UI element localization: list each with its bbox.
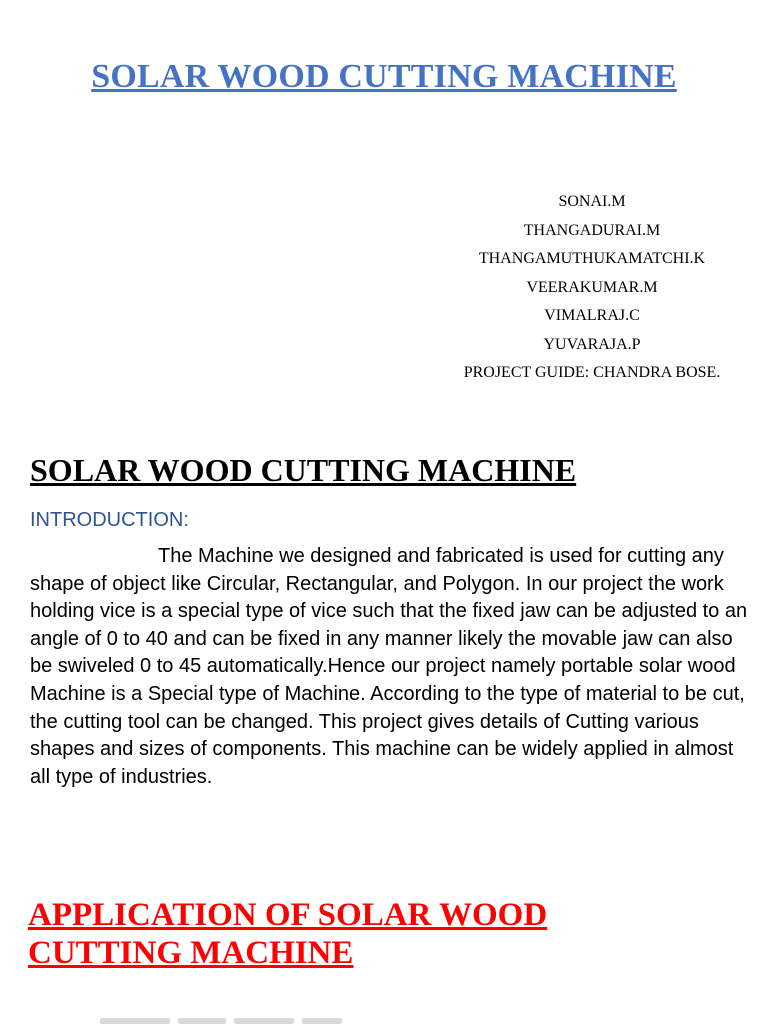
author-name: YUVARAJA.P <box>543 335 641 353</box>
application-heading <box>28 896 748 972</box>
application-heading-line1: APPLICATION OF SOLAR WOOD <box>28 897 548 933</box>
author-name: VEERAKUMAR.M <box>526 278 658 296</box>
author-name: THANGAMUTHUKAMATCHI.K <box>478 250 706 267</box>
author-name: THANGADURAI.M <box>523 221 661 239</box>
author-name: SONAI.M <box>558 193 626 210</box>
application-heading-line2: CUTTING MACHINE <box>28 935 354 971</box>
author-list <box>422 188 762 388</box>
document-title: SOLAR WOOD CUTTING MACHINE <box>91 58 677 95</box>
introduction-label: INTRODUCTION: <box>30 509 189 531</box>
cut-off-text-line <box>60 1014 390 1024</box>
introduction-paragraph: The Machine we designed and fabricated is used for cutting any shape of object like Circular, Rectangular, and Polygon. In our project the work holding vice is a special type of vice such that the fixed jaw can be adjusted to an angle of 0 to 40 and can be fixed in any manner likely the movable jaw can also be swiveled 0 to 45 automatically.Hence our project namely portable solar wood Machine is a Special type of Machine. According to the type of material to be cut, the cutting tool can be changed. This project gives details of Cutting various shapes and sizes of components. This machine can be widely applied in almost all type of industries. <box>30 545 748 788</box>
section-heading: SOLAR WOOD CUTTING MACHINE <box>30 452 577 488</box>
project-guide: PROJECT GUIDE: CHANDRA BOSE. <box>463 364 721 381</box>
author-name: VIMALRAJ.C <box>544 307 640 324</box>
